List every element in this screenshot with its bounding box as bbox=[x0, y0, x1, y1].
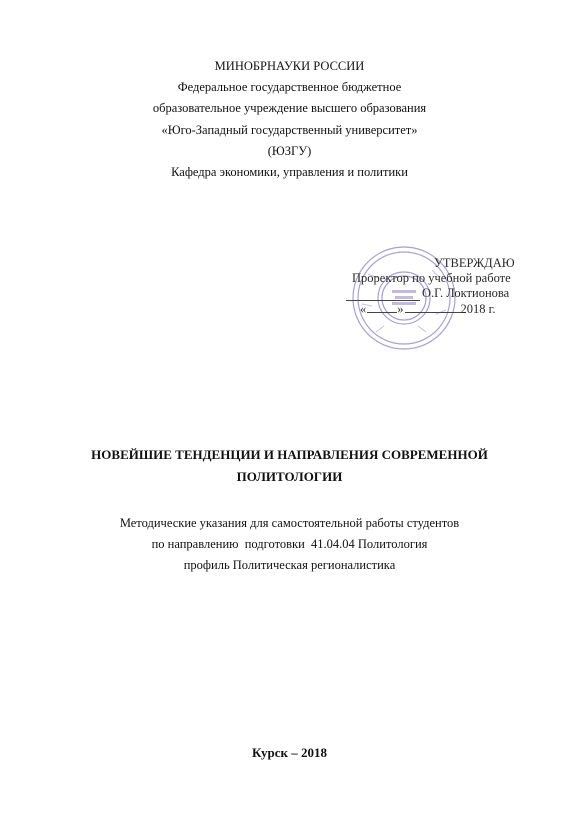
approval-block bbox=[340, 244, 540, 352]
institution-type-line-2: образовательное учреждение высшего образования bbox=[152, 101, 427, 116]
signature-line bbox=[346, 300, 420, 301]
date-close-quote: » bbox=[397, 302, 405, 316]
department-name: Кафедра экономики, управления и политики bbox=[171, 165, 408, 180]
institution-type-line: Федеральное государственное бюджетное bbox=[177, 80, 402, 95]
document-header bbox=[0, 56, 579, 183]
date-year: 2018 г. bbox=[460, 302, 496, 316]
city-year: Курск – 2018 bbox=[251, 745, 328, 760]
document-subtitle bbox=[0, 513, 579, 577]
date-open-quote: « bbox=[360, 302, 368, 316]
university-abbreviation: (ЮЗГУ) bbox=[267, 143, 312, 158]
subtitle-line-1: Методические указания для самостоятельной работы студентов bbox=[119, 516, 460, 530]
date-day-blank bbox=[367, 302, 397, 313]
document-title bbox=[0, 444, 579, 488]
title-line-2: ПОЛИТОЛОГИИ bbox=[236, 469, 343, 484]
university-name: «Юго-Западный государственный университет» bbox=[161, 122, 418, 137]
date-month-blank bbox=[405, 302, 461, 313]
title-line-1: НОВЕЙШИЕ ТЕНДЕНЦИИ И НАПРАВЛЕНИЯ СОВРЕМЕННОЙ bbox=[91, 447, 488, 462]
approval-position: Проректор по учебной работе bbox=[352, 271, 511, 285]
subtitle-line-2: по направлению подготовки 41.04.04 Политология bbox=[151, 537, 428, 552]
approver-name: О.Г. Локтионова bbox=[422, 286, 510, 300]
approval-title: УТВЕРЖДАЮ bbox=[434, 256, 515, 270]
subtitle-line-3: профиль Политическая регионалистика bbox=[183, 558, 396, 573]
approval-date bbox=[360, 302, 495, 317]
ministry-name: МИНОБРНАУКИ РОССИИ bbox=[214, 59, 365, 73]
